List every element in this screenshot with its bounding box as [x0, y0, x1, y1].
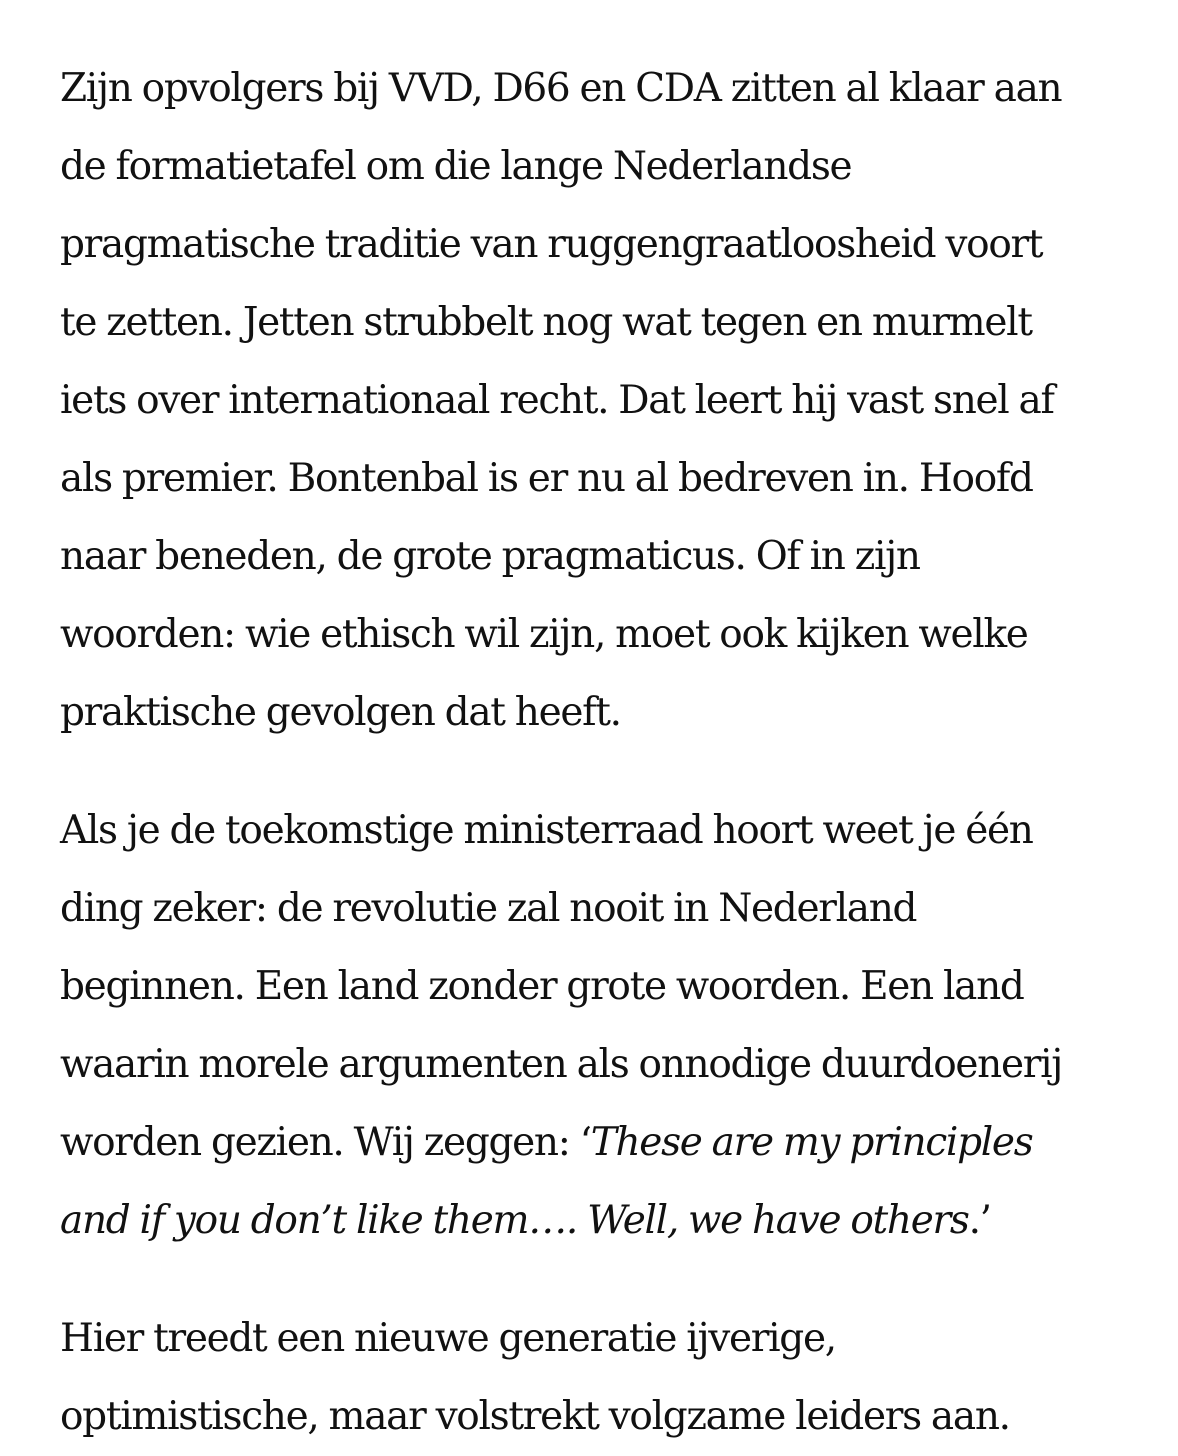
paragraph-line: pragmatische traditie van ruggengraatloosheid voort [60, 222, 1043, 267]
paragraph-line: iets over internationaal recht. Dat leert hij vast snel af [60, 378, 1054, 423]
paragraph-line: Zijn opvolgers bij VVD, D66 en CDA zitten al klaar aan [60, 66, 1062, 111]
paragraph-line-with-quote [60, 1104, 1118, 1182]
paragraph-line: Als je de toekomstige ministerraad hoort weet je één [60, 808, 1033, 853]
quote-text: and if you don’t like them…. Well, we have others [60, 1198, 969, 1243]
paragraph-line: ding zeker: de revolutie zal nooit in Nederland [60, 886, 917, 931]
paragraph-line: als premier. Bontenbal is er nu al bedreven in. Hoofd [60, 456, 1033, 501]
paragraph-line-with-quote [60, 1182, 1118, 1260]
paragraph-line: waarin morele argumenten als onnodige duurdoenerij [60, 1042, 1063, 1087]
paragraph-line: woorden: wie ethisch wil zijn, moet ook kijken welke [60, 612, 1028, 657]
paragraph-line: de formatietafel om die lange Nederlandse [60, 144, 852, 189]
paragraph-line: beginnen. Een land zonder grote woorden. Een land [60, 964, 1024, 1009]
paragraph-line: te zetten. Jetten strubbelt nog wat tegen en murmelt [60, 300, 1032, 345]
paragraph-3 [60, 1300, 1118, 1456]
paragraph-line: praktische gevolgen dat heeft. [60, 690, 621, 735]
quote-closing-text: .’ [968, 1198, 991, 1243]
paragraph-line: optimistische, maar volstrekt volgzame leiders aan. [60, 1394, 1010, 1439]
paragraph-line: Hier treedt een nieuwe generatie ijverige, [60, 1316, 836, 1361]
paragraph-1 [60, 50, 1118, 752]
quote-lead-text: worden gezien. Wij zeggen: ‘ [60, 1120, 591, 1165]
paragraph-line: naar beneden, de grote pragmaticus. Of in zijn [60, 534, 920, 579]
paragraph-2 [60, 792, 1118, 1260]
quote-text: These are my principles [590, 1120, 1033, 1165]
